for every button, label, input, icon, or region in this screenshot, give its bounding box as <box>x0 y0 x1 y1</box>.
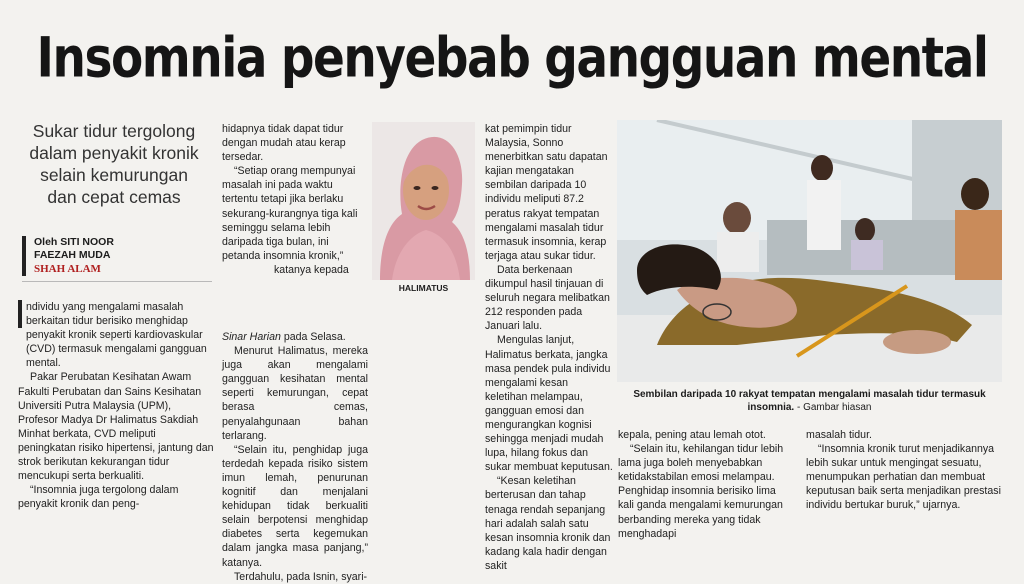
paragraph: hidapnya tidak dapat tidur dengan mudah atau kerap tersedar. <box>222 123 346 164</box>
byline-divider <box>22 281 212 282</box>
paragraph: masalah tidur. <box>806 429 872 441</box>
deck-line: selain kemurungan <box>40 165 188 185</box>
article-column-2 <box>222 122 368 277</box>
caption-credit: - Gambar hiasan <box>796 402 872 413</box>
paragraph: “Insomnia juga tergolong dalam penyakit kronik dan peng- <box>18 484 179 511</box>
main-photo <box>617 120 1002 382</box>
paragraph: Terdahulu, pada Isnin, syari- <box>234 570 368 583</box>
paragraph: Pakar Perubatan Kesihatan Awam Fakulti Perubatan dan Sains Kesihatan Universiti Putra Malaysia (UPM), Profesor Madya Dr Halimatus Sakdiah Minhat berkata, CVD meliputi peningkatan risiko hipertensi, jantung dan strok berikutan kekurangan tidur mencukupi serta berkualiti. <box>18 371 214 483</box>
caption-text: Sembilan daripada 10 rakyat tempatan mengalami masalah tidur termasuk insomnia. <box>633 389 986 413</box>
article-column-1 <box>18 300 214 511</box>
paragraph: kepala, pening atau lemah otot. <box>618 429 766 441</box>
portrait-photo <box>372 122 475 280</box>
publication-name: Sinar Harian <box>222 331 281 343</box>
paragraph: “Setiap orang mempunyai masalah ini pada waktu tertentu tetapi jika berlaku sekurang-kurangnya tiga kali seminggu selama lebih daripada tiga bulan, ini petanda insomnia kronik,” <box>222 165 358 262</box>
classroom-illustration <box>617 120 1002 382</box>
paragraph: “Selain itu, penghidap juga terdedah kepada risiko sistem imun lemah, penurunan kognitif dan menjalani kehidupan tidak berkualiti selain berpotensi menghidap diabetes serta kegemukan dalam jangka masa panjang,” katanya. <box>222 443 368 569</box>
byline-place: SHAH ALAM <box>34 263 101 275</box>
deck-line: Sukar tidur tergolong <box>32 121 196 141</box>
portrait-caption: HALIMATUS <box>398 283 449 293</box>
paragraph: kat pemimpin tidur Malaysia, Sonno menerbitkan satu dapatan kajian mengatakan sembilan daripada 10 individu meliputi 87.2 peratus rakyat tempatan mengalami masalah tidur termasuk insomnia, kerap terjaga atau sukar tidur. <box>485 123 608 262</box>
deck-line: dan cepat cemas <box>47 187 181 207</box>
byline-author-line1: Oleh SITI NOOR <box>34 236 114 248</box>
paragraph: “Kesan keletihan berterusan dan tahap tenaga rendah sepanjang hari adalah salah satu kesan insomnia kronik dan kadang kala hadir dengan sakit <box>485 475 611 572</box>
paragraph: Mengulas lanjut, Halimatus berkata, jangka masa pendek pula individu mengalami kesan keletihan melampau, gangguan emosi dan mengurangkan kognisi sehingga menjadi mudah lupa, hilang fokus dan sukar membuat keputusan. <box>485 334 613 474</box>
paragraph: katanya kepada <box>274 263 349 276</box>
paragraph-intro: Sinar Harian pada Selasa. <box>222 331 346 343</box>
article-column-3 <box>485 122 613 573</box>
headline: Insomnia penyebab gangguan mental <box>36 26 988 91</box>
article-column-2b <box>222 330 490 584</box>
paragraph: Menurut Halimatus, mereka juga akan mengalami gangguan kesihatan mental seperti kemurungan, cepat berasa cemas, penyalahgunaan bahan terlarang. <box>222 345 368 442</box>
byline-author-line2: FAEZAH MUDA <box>34 249 111 261</box>
deck <box>14 120 214 208</box>
deck-line: dalam penyakit kronik <box>29 143 199 163</box>
article-column-4 <box>618 428 793 541</box>
main-photo-caption <box>617 388 1002 414</box>
article-column-5 <box>806 428 1001 513</box>
paragraph: “Insomnia kronik turut menjadikannya lebih sukar untuk mengingat sesuatu, menumpukan perhatian dan membuat keputusan baik serta menjadikan prestasi individu bertukar buruk,” ujarnya. <box>806 443 1001 512</box>
paragraph: Data berkenaan dikumpul hasil tinjauan di seluruh negara melibatkan 212 responden pada Januari lalu. <box>485 263 610 333</box>
portrait-illustration <box>372 122 475 280</box>
paragraph: “Selain itu, kehilangan tidur lebih lama juga boleh menyebabkan ketidakstabilan emosi melampau. Penghidap insomnia berisiko lima kali ganda mengalami kemurungan berbanding mereka yang tidak menghadapi <box>618 443 784 540</box>
paragraph: ndividu yang mengalami masalah berkaitan tidur berisiko menghidap penyakit kronik seperti kardiovaskular (CVD) termasuk mengalami gangguan mental. <box>26 301 207 370</box>
byline <box>22 236 224 276</box>
